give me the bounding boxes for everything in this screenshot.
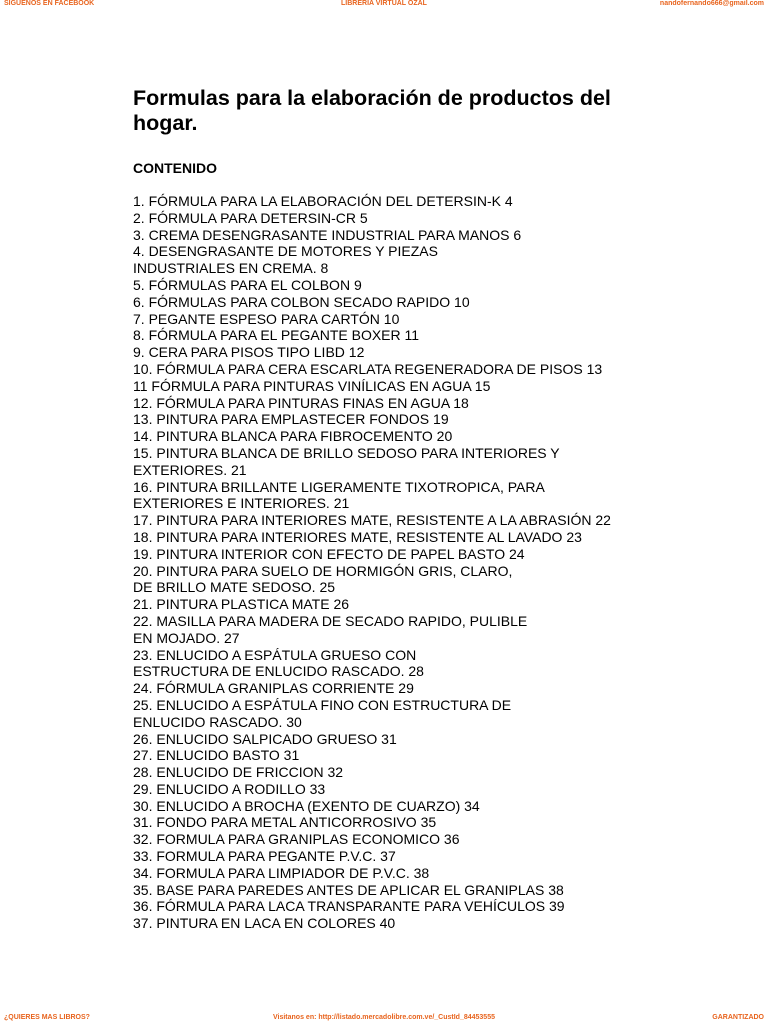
- more-books-link[interactable]: ¿QUIERES MAS LIBROS?: [4, 1014, 90, 1021]
- toc-item[interactable]: 18. PINTURA PARA INTERIORES MATE, RESISTENTE AL LAVADO 23: [133, 528, 582, 545]
- toc-item[interactable]: 3. CREMA DESENGRASANTE INDUSTRIAL PARA MANOS 6: [133, 226, 522, 243]
- toc-item[interactable]: 20. PINTURA PARA SUELO DE HORMIGÓN GRIS, CLARO, DE BRILLO MATE SEDOSO. 25: [133, 562, 513, 596]
- toc-item[interactable]: 8. FÓRMULA PARA EL PEGANTE BOXER 11: [133, 327, 420, 344]
- contents-heading: CONTENIDO: [133, 160, 217, 176]
- toc-item[interactable]: 10. FÓRMULA PARA CERA ESCARLATA REGENERADORA DE PISOS 13: [133, 360, 603, 377]
- toc-item[interactable]: 17. PINTURA PARA INTERIORES MATE, RESISTENTE A LA ABRASIÓN 22: [133, 512, 611, 529]
- toc-item[interactable]: 7. PEGANTE ESPESO PARA CARTÓN 10: [133, 310, 400, 327]
- toc-item[interactable]: 11 FÓRMULA PARA PINTURAS VINÍLICAS EN AGUA 15: [133, 377, 491, 394]
- toc-item[interactable]: 19. PINTURA INTERIOR CON EFECTO DE PAPEL BASTO 24: [133, 545, 525, 562]
- toc-item[interactable]: 6. FÓRMULAS PARA COLBON SECADO RAPIDO 10: [133, 293, 470, 310]
- facebook-link[interactable]: SIGUENOS EN FACEBOOK: [4, 0, 95, 7]
- guarantee-label: GARANTIZADO: [712, 1014, 764, 1021]
- toc-item[interactable]: 22. MASILLA PARA MADERA DE SECADO RAPIDO, PULIBLE EN MOJADO. 27: [133, 612, 528, 646]
- toc-item[interactable]: 5. FÓRMULAS PARA EL COLBON 9: [133, 276, 362, 293]
- toc-item[interactable]: 26. ENLUCIDO SALPICADO GRUESO 31: [133, 730, 397, 747]
- store-url-link[interactable]: Visitanos en: http://listado.mercadolibre.com.ve/_CustId_84453555: [272, 1014, 495, 1021]
- toc-item[interactable]: 29. ENLUCIDO A RODILLO 33: [133, 780, 326, 797]
- toc-item[interactable]: 15. PINTURA BLANCA DE BRILLO SEDOSO PARA INTERIORES Y EXTERIORES. 21: [133, 444, 560, 478]
- toc-item[interactable]: 30. ENLUCIDO A BROCHA (EXENTO DE CUARZO) 34: [133, 797, 480, 814]
- toc-item[interactable]: 31. FONDO PARA METAL ANTICORROSIVO 35: [133, 814, 437, 831]
- toc-item[interactable]: 36. FÓRMULA PARA LACA TRANSPARANTE PARA VEHÍCULOS 39: [133, 898, 565, 915]
- toc-item[interactable]: 27. ENLUCIDO BASTO 31: [133, 747, 300, 764]
- toc-item[interactable]: 16. PINTURA BRILLANTE LIGERAMENTE TIXOTROPICA, PARA EXTERIORES E INTERIORES. 21: [133, 478, 545, 512]
- toc-item[interactable]: 2. FÓRMULA PARA DETERSIN-CR 5: [133, 209, 368, 226]
- toc-item[interactable]: 32. FORMULA PARA GRANIPLAS ECONOMICO 36: [133, 831, 460, 848]
- toc-item[interactable]: 13. PINTURA PARA EMPLASTECER FONDOS 19: [133, 411, 449, 428]
- toc-item[interactable]: 21. PINTURA PLASTICA MATE 26: [133, 596, 350, 613]
- toc-item[interactable]: 33. FORMULA PARA PEGANTE P.V.C. 37: [133, 848, 396, 865]
- library-name: LIBRERIA VIRTUAL OZAL: [341, 0, 427, 7]
- toc-item[interactable]: 12. FÓRMULA PARA PINTURAS FINAS EN AGUA 18: [133, 394, 469, 411]
- table-of-contents: [133, 193, 653, 932]
- toc-item[interactable]: 4. DESENGRASANTE DE MOTORES Y PIEZAS INDUSTRIALES EN CREMA. 8: [133, 243, 438, 277]
- toc-item[interactable]: 14. PINTURA BLANCA PARA FIBROCEMENTO 20: [133, 428, 453, 445]
- toc-item[interactable]: 34. FORMULA PARA LIMPIADOR DE P.V.C. 38: [133, 864, 430, 881]
- toc-item[interactable]: 23. ENLUCIDO A ESPÁTULA GRUESO CON ESTRUCTURA DE ENLUCIDO RASCADO. 28: [133, 646, 424, 680]
- document-title: Formulas para la elaboración de productos del hogar.: [133, 86, 611, 135]
- toc-item[interactable]: 37. PINTURA EN LACA EN COLORES 40: [133, 915, 396, 932]
- toc-item[interactable]: 35. BASE PARA PAREDES ANTES DE APLICAR EL GRANIPLAS 38: [133, 881, 564, 898]
- toc-item[interactable]: 25. ENLUCIDO A ESPÁTULA FINO CON ESTRUCTURA DE ENLUCIDO RASCADO. 30: [133, 696, 512, 730]
- email-link[interactable]: nandofernando666@gmail.com: [659, 0, 764, 7]
- toc-item[interactable]: 9. CERA PARA PISOS TIPO LIBD 12: [133, 344, 365, 361]
- toc-item[interactable]: 28. ENLUCIDO DE FRICCION 32: [133, 764, 344, 781]
- toc-item[interactable]: 1. FÓRMULA PARA LA ELABORACIÓN DEL DETERSIN-K 4: [133, 193, 513, 209]
- toc-item[interactable]: 24. FÓRMULA GRANIPLAS CORRIENTE 29: [133, 680, 414, 697]
- page-footer: [0, 1014, 768, 1024]
- page-header: [0, 0, 768, 10]
